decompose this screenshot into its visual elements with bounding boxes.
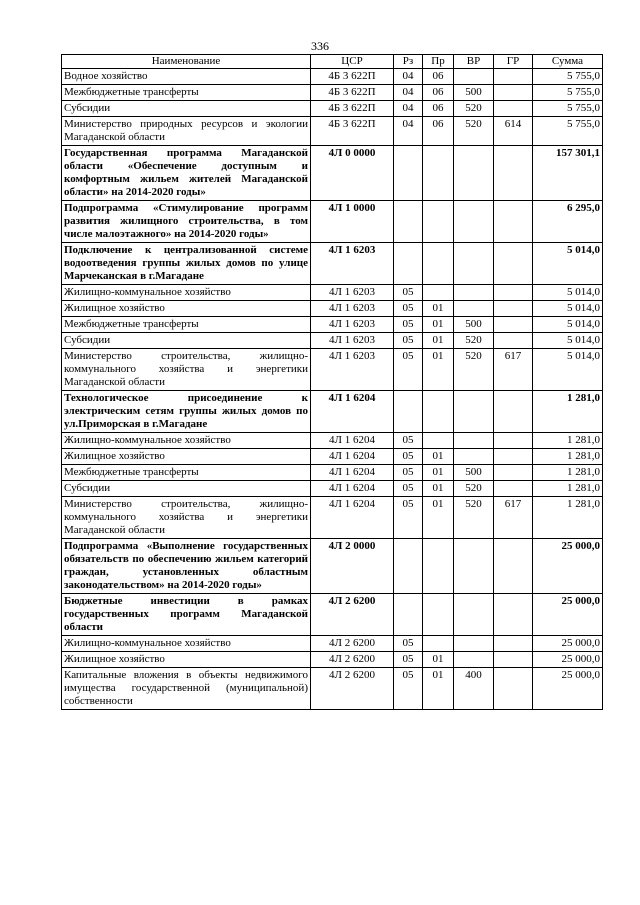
cell-vr: 500 — [454, 85, 494, 101]
cell-gr — [494, 317, 533, 333]
table-row — [62, 349, 603, 391]
cell-name: Жилищное хозяйство — [62, 652, 311, 668]
cell-name: Государственная программа Магаданской области «Обеспечение доступным и комфортным жильем жителей Магаданской области» на 2014-2020 годы» — [62, 146, 311, 201]
cell-csr: 4Л 1 6203 — [311, 285, 394, 301]
cell-sum: 25 000,0 — [533, 652, 603, 668]
cell-pr: 06 — [423, 85, 454, 101]
cell-pr — [423, 433, 454, 449]
cell-gr — [494, 101, 533, 117]
cell-pr: 01 — [423, 652, 454, 668]
cell-gr — [494, 146, 533, 201]
cell-vr — [454, 391, 494, 433]
cell-pr: 01 — [423, 449, 454, 465]
budget-table — [61, 54, 603, 710]
cell-rz: 04 — [394, 69, 423, 85]
cell-sum: 1 281,0 — [533, 497, 603, 539]
cell-sum: 157 301,1 — [533, 146, 603, 201]
cell-gr — [494, 333, 533, 349]
cell-gr — [494, 668, 533, 710]
cell-vr — [454, 636, 494, 652]
cell-csr: 4Л 1 6204 — [311, 449, 394, 465]
page-number: 336 — [311, 39, 329, 53]
table-row — [62, 117, 603, 146]
cell-gr — [494, 481, 533, 497]
cell-csr: 4Л 2 6200 — [311, 594, 394, 636]
cell-sum: 1 281,0 — [533, 449, 603, 465]
cell-csr: 4Л 1 0000 — [311, 201, 394, 243]
cell-rz: 05 — [394, 497, 423, 539]
cell-sum: 5 755,0 — [533, 69, 603, 85]
table-row — [62, 317, 603, 333]
table-row — [62, 481, 603, 497]
cell-gr — [494, 465, 533, 481]
cell-csr: 4Л 1 6203 — [311, 243, 394, 285]
table-row — [62, 69, 603, 85]
cell-vr — [454, 652, 494, 668]
table-row — [62, 301, 603, 317]
cell-vr — [454, 146, 494, 201]
table-row — [62, 433, 603, 449]
cell-rz: 05 — [394, 465, 423, 481]
cell-rz — [394, 146, 423, 201]
header-gr: ГР — [494, 55, 533, 69]
header-rz: Рз — [394, 55, 423, 69]
cell-rz: 05 — [394, 636, 423, 652]
cell-name: Субсидии — [62, 333, 311, 349]
cell-rz: 05 — [394, 481, 423, 497]
cell-vr: 400 — [454, 668, 494, 710]
cell-gr — [494, 449, 533, 465]
cell-sum: 25 000,0 — [533, 668, 603, 710]
cell-pr — [423, 201, 454, 243]
cell-name: Подпрограмма «Стимулирование программ развития жилищного строительства, в том числе малоэтажного» на 2014-2020 годы» — [62, 201, 311, 243]
cell-csr: 4Л 1 6203 — [311, 349, 394, 391]
cell-rz: 05 — [394, 652, 423, 668]
cell-sum: 5 014,0 — [533, 317, 603, 333]
cell-gr — [494, 539, 533, 594]
cell-vr — [454, 449, 494, 465]
cell-pr — [423, 594, 454, 636]
cell-vr: 520 — [454, 349, 494, 391]
cell-rz: 05 — [394, 349, 423, 391]
table-row — [62, 539, 603, 594]
cell-vr: 520 — [454, 497, 494, 539]
cell-gr — [494, 433, 533, 449]
cell-gr — [494, 594, 533, 636]
cell-rz: 05 — [394, 317, 423, 333]
cell-sum: 5 014,0 — [533, 285, 603, 301]
cell-name: Министерство строительства, жилищно-коммунального хозяйства и энергетики Магаданской области — [62, 349, 311, 391]
cell-name: Жилищно-коммунальное хозяйство — [62, 285, 311, 301]
cell-vr: 520 — [454, 117, 494, 146]
cell-gr — [494, 636, 533, 652]
cell-vr: 520 — [454, 481, 494, 497]
header-csr: ЦСР — [311, 55, 394, 69]
cell-rz: 04 — [394, 117, 423, 146]
cell-pr: 01 — [423, 481, 454, 497]
cell-csr: 4Л 1 6204 — [311, 433, 394, 449]
cell-rz: 05 — [394, 333, 423, 349]
cell-vr: 520 — [454, 101, 494, 117]
cell-gr — [494, 85, 533, 101]
table-row — [62, 85, 603, 101]
cell-pr — [423, 243, 454, 285]
cell-rz: 05 — [394, 285, 423, 301]
cell-rz: 05 — [394, 668, 423, 710]
cell-pr — [423, 146, 454, 201]
cell-gr — [494, 243, 533, 285]
cell-sum: 5 014,0 — [533, 349, 603, 391]
cell-name: Подключение к централизованной системе водоотведения группы жилых домов по улице Марчеканская в г.Магадане — [62, 243, 311, 285]
cell-pr: 01 — [423, 317, 454, 333]
header-sum: Сумма — [533, 55, 603, 69]
table-row — [62, 465, 603, 481]
table-row — [62, 285, 603, 301]
cell-gr — [494, 69, 533, 85]
cell-name: Бюджетные инвестиции в рамках государственных программ Магаданской области — [62, 594, 311, 636]
cell-sum: 5 014,0 — [533, 301, 603, 317]
cell-name: Жилищно-коммунальное хозяйство — [62, 636, 311, 652]
cell-name: Субсидии — [62, 481, 311, 497]
cell-pr — [423, 391, 454, 433]
cell-csr: 4Л 1 6203 — [311, 301, 394, 317]
header-name: Наименование — [62, 55, 311, 69]
cell-name: Субсидии — [62, 101, 311, 117]
cell-csr: 4Б 3 622П — [311, 69, 394, 85]
cell-gr — [494, 391, 533, 433]
cell-rz — [394, 391, 423, 433]
cell-gr — [494, 301, 533, 317]
cell-vr — [454, 243, 494, 285]
cell-sum: 5 014,0 — [533, 243, 603, 285]
cell-pr: 01 — [423, 349, 454, 391]
cell-gr: 617 — [494, 349, 533, 391]
cell-rz — [394, 594, 423, 636]
cell-csr: 4Л 1 6203 — [311, 317, 394, 333]
cell-pr: 06 — [423, 69, 454, 85]
cell-rz — [394, 201, 423, 243]
table-row — [62, 391, 603, 433]
cell-vr: 500 — [454, 465, 494, 481]
table-row — [62, 146, 603, 201]
cell-name: Жилищное хозяйство — [62, 449, 311, 465]
cell-vr — [454, 539, 494, 594]
cell-csr: 4Б 3 622П — [311, 85, 394, 101]
cell-pr: 01 — [423, 465, 454, 481]
table-row — [62, 201, 603, 243]
cell-csr: 4Л 2 6200 — [311, 636, 394, 652]
cell-csr: 4Б 3 622П — [311, 117, 394, 146]
table-row — [62, 594, 603, 636]
cell-name: Межбюджетные трансферты — [62, 317, 311, 333]
cell-pr: 01 — [423, 497, 454, 539]
header-vr: ВР — [454, 55, 494, 69]
cell-csr: 4Л 1 6204 — [311, 465, 394, 481]
cell-csr: 4Б 3 622П — [311, 101, 394, 117]
cell-sum: 25 000,0 — [533, 636, 603, 652]
cell-sum: 5 755,0 — [533, 85, 603, 101]
cell-csr: 4Л 0 0000 — [311, 146, 394, 201]
cell-gr: 617 — [494, 497, 533, 539]
cell-vr: 500 — [454, 317, 494, 333]
cell-vr — [454, 69, 494, 85]
cell-sum: 5 014,0 — [533, 333, 603, 349]
cell-pr: 01 — [423, 301, 454, 317]
cell-name: Водное хозяйство — [62, 69, 311, 85]
cell-vr — [454, 301, 494, 317]
table-row — [62, 668, 603, 710]
cell-csr: 4Л 2 0000 — [311, 539, 394, 594]
cell-name: Министерство природных ресурсов и экологии Магаданской области — [62, 117, 311, 146]
cell-vr — [454, 594, 494, 636]
cell-csr: 4Л 2 6200 — [311, 668, 394, 710]
table-row — [62, 636, 603, 652]
cell-vr — [454, 285, 494, 301]
cell-sum: 25 000,0 — [533, 539, 603, 594]
cell-csr: 4Л 1 6204 — [311, 391, 394, 433]
cell-rz — [394, 243, 423, 285]
cell-gr: 614 — [494, 117, 533, 146]
cell-name: Министерство строительства, жилищно-коммунального хозяйства и энергетики Магаданской области — [62, 497, 311, 539]
table-row — [62, 497, 603, 539]
cell-sum: 1 281,0 — [533, 433, 603, 449]
cell-name: Жилищно-коммунальное хозяйство — [62, 433, 311, 449]
cell-rz: 04 — [394, 101, 423, 117]
cell-sum: 1 281,0 — [533, 465, 603, 481]
cell-rz: 05 — [394, 433, 423, 449]
cell-sum: 5 755,0 — [533, 117, 603, 146]
cell-rz: 04 — [394, 85, 423, 101]
cell-csr: 4Л 2 6200 — [311, 652, 394, 668]
cell-name: Капитальные вложения в объекты недвижимого имущества государственной (муниципальной) собственности — [62, 668, 311, 710]
cell-gr — [494, 201, 533, 243]
table-row — [62, 243, 603, 285]
table-header-row — [62, 55, 603, 69]
cell-name: Жилищное хозяйство — [62, 301, 311, 317]
table-body — [62, 69, 603, 710]
cell-sum: 6 295,0 — [533, 201, 603, 243]
cell-name: Межбюджетные трансферты — [62, 85, 311, 101]
cell-vr: 520 — [454, 333, 494, 349]
cell-sum: 5 755,0 — [533, 101, 603, 117]
cell-vr — [454, 201, 494, 243]
cell-name: Подпрограмма «Выполнение государственных обязательств по обеспечению жильем категорий граждан, установленных областным законодательством» на 2014-2020 годы» — [62, 539, 311, 594]
cell-name: Технологическое присоединение к электрическим сетям группы жилых домов по ул.Приморская в г.Магадане — [62, 391, 311, 433]
cell-csr: 4Л 1 6204 — [311, 481, 394, 497]
cell-pr: 01 — [423, 668, 454, 710]
cell-csr: 4Л 1 6204 — [311, 497, 394, 539]
cell-sum: 1 281,0 — [533, 481, 603, 497]
cell-pr: 01 — [423, 333, 454, 349]
cell-gr — [494, 285, 533, 301]
cell-sum: 25 000,0 — [533, 594, 603, 636]
cell-pr: 06 — [423, 101, 454, 117]
cell-pr — [423, 539, 454, 594]
cell-rz: 05 — [394, 301, 423, 317]
cell-rz: 05 — [394, 449, 423, 465]
table-row — [62, 101, 603, 117]
cell-rz — [394, 539, 423, 594]
cell-sum: 1 281,0 — [533, 391, 603, 433]
cell-name: Межбюджетные трансферты — [62, 465, 311, 481]
table-row — [62, 333, 603, 349]
table-row — [62, 449, 603, 465]
cell-pr — [423, 285, 454, 301]
table-row — [62, 652, 603, 668]
cell-gr — [494, 652, 533, 668]
cell-vr — [454, 433, 494, 449]
cell-csr: 4Л 1 6203 — [311, 333, 394, 349]
cell-pr: 06 — [423, 117, 454, 146]
cell-pr — [423, 636, 454, 652]
header-pr: Пр — [423, 55, 454, 69]
